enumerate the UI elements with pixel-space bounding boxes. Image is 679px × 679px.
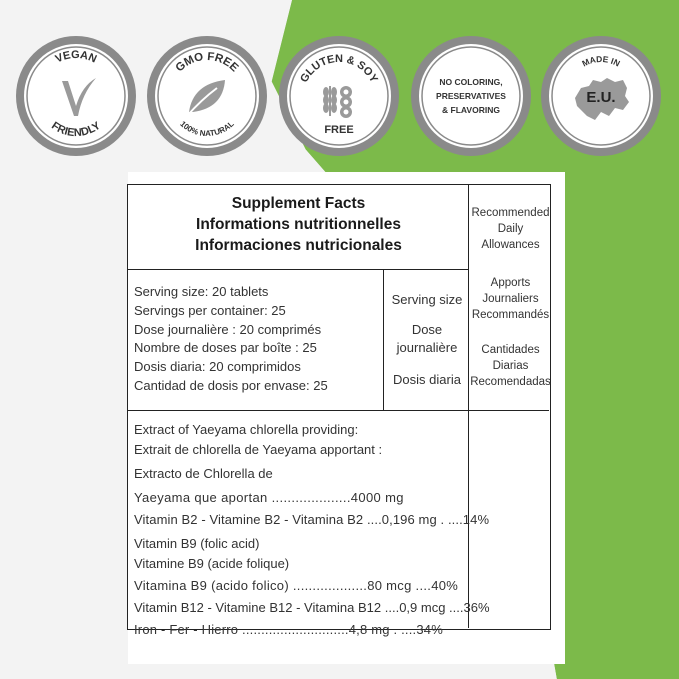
friendly-text: FRIENDLY [49,119,103,140]
rda-en-line: Daily [497,223,524,235]
ingredient-row: Yaeyama que aportan ....................4000 mg [134,490,404,505]
serving-info [134,283,382,396]
ingredient-row: Vitamin B12 - Vitamine B12 - Vitamina B12 ....0,9 mcg ....36% [134,600,490,615]
ingredient-row: Extract of Yaeyama chlorella providing: [134,422,359,437]
free-text: FREE [324,124,354,136]
gluten-soy-free-badge [279,36,399,156]
svg-text:FRIENDLY [49,119,103,139]
rda-en-line: Recommended [471,207,550,219]
vegan-text: VEGAN [53,48,99,66]
rda-fr [469,275,552,323]
serving-line: Dosis diaria: 20 comprimidos [134,359,301,375]
rda-es-line: Diarias [492,360,529,372]
facts-title [128,193,469,256]
ingredient-row: Extrait de chlorella de Yaeyama apportant : [134,442,383,457]
title-en: Supplement Facts [231,195,366,212]
divider-title [128,269,468,270]
rda-fr-line: Apports [490,277,531,289]
made-in-text: MADE IN [580,53,622,69]
vegan-badge [16,36,136,156]
serving-line: Servings per container: 25 [134,302,286,318]
svg-text:VEGAN [54,49,99,66]
serving-size-fr-line: Dose [411,322,443,337]
ingredient-row: Extracto de Chlorella de [134,466,273,481]
ingredient-row: Iron - Fer - Hierro ............................4,8 mg . ....34% [134,622,443,637]
rda-es [469,342,552,390]
gmo-free-badge [147,36,267,156]
svg-text:100% NATURAL [178,119,235,138]
ingredient-row: Vitamina B9 (acido folico) ...................80 mcg ....40% [134,578,459,593]
svg-text:MADE IN [580,54,621,69]
rda-en [469,205,552,253]
svg-text:GMO FREE [174,51,241,75]
wheat-soy-icon [279,36,399,156]
supplement-facts-table [127,184,551,637]
divider-ingredients [128,410,549,411]
no-coloring-line-1: NO COLORING, [439,77,503,87]
title-es: Informaciones nutricionales [195,237,402,254]
serving-size-fr [386,321,468,357]
badge-row [0,36,679,158]
rda-en-line: Allowances [481,239,540,251]
rda-fr-line: Journaliers [482,293,539,305]
svg-text:GLUTEN & SOY [298,53,380,85]
serving-line: Dose journalière : 20 comprimés [134,321,322,337]
made-in-eu-badge [541,36,661,156]
serving-size-en: Serving size [391,292,463,307]
ingredient-row: Vitamin B9 (folic acid) [134,536,260,551]
title-fr: Informations nutritionnelles [196,216,401,233]
no-coloring-line-3: & FLAVORING [442,105,500,115]
ingredient-row: Vitamin B2 - Vitamine B2 - Vitamina B2 ....0,196 mg . ....14% [134,512,490,527]
rda-fr-line: Recommandés [471,309,550,321]
gmo-free-text: GMO FREE [173,50,241,75]
eu-text: E.U. [586,89,616,106]
ingredient-row: Vitamine B9 (acide folique) [134,556,290,571]
no-coloring-badge [411,36,531,156]
no-coloring-line-2: PRESERVATIVES [436,91,506,101]
serving-line: Serving size: 20 tablets [134,284,269,299]
divider-serving [383,269,384,410]
serving-size-fr-line: journalière [396,340,458,355]
rda-es-line: Cantidades [481,344,540,356]
serving-line: Cantidad de dosis por envase: 25 [134,377,328,393]
rda-es-line: Recomendadas [470,376,551,388]
v-leaf-icon [16,36,136,156]
natural-text: 100% NATURAL [178,119,236,139]
serving-size-es: Dosis diaria [393,372,461,387]
serving-line: Nombre de doses par boîte : 25 [134,340,317,356]
gluten-soy-text: GLUTEN & SOY [298,53,380,85]
leaf-icon [147,36,267,156]
